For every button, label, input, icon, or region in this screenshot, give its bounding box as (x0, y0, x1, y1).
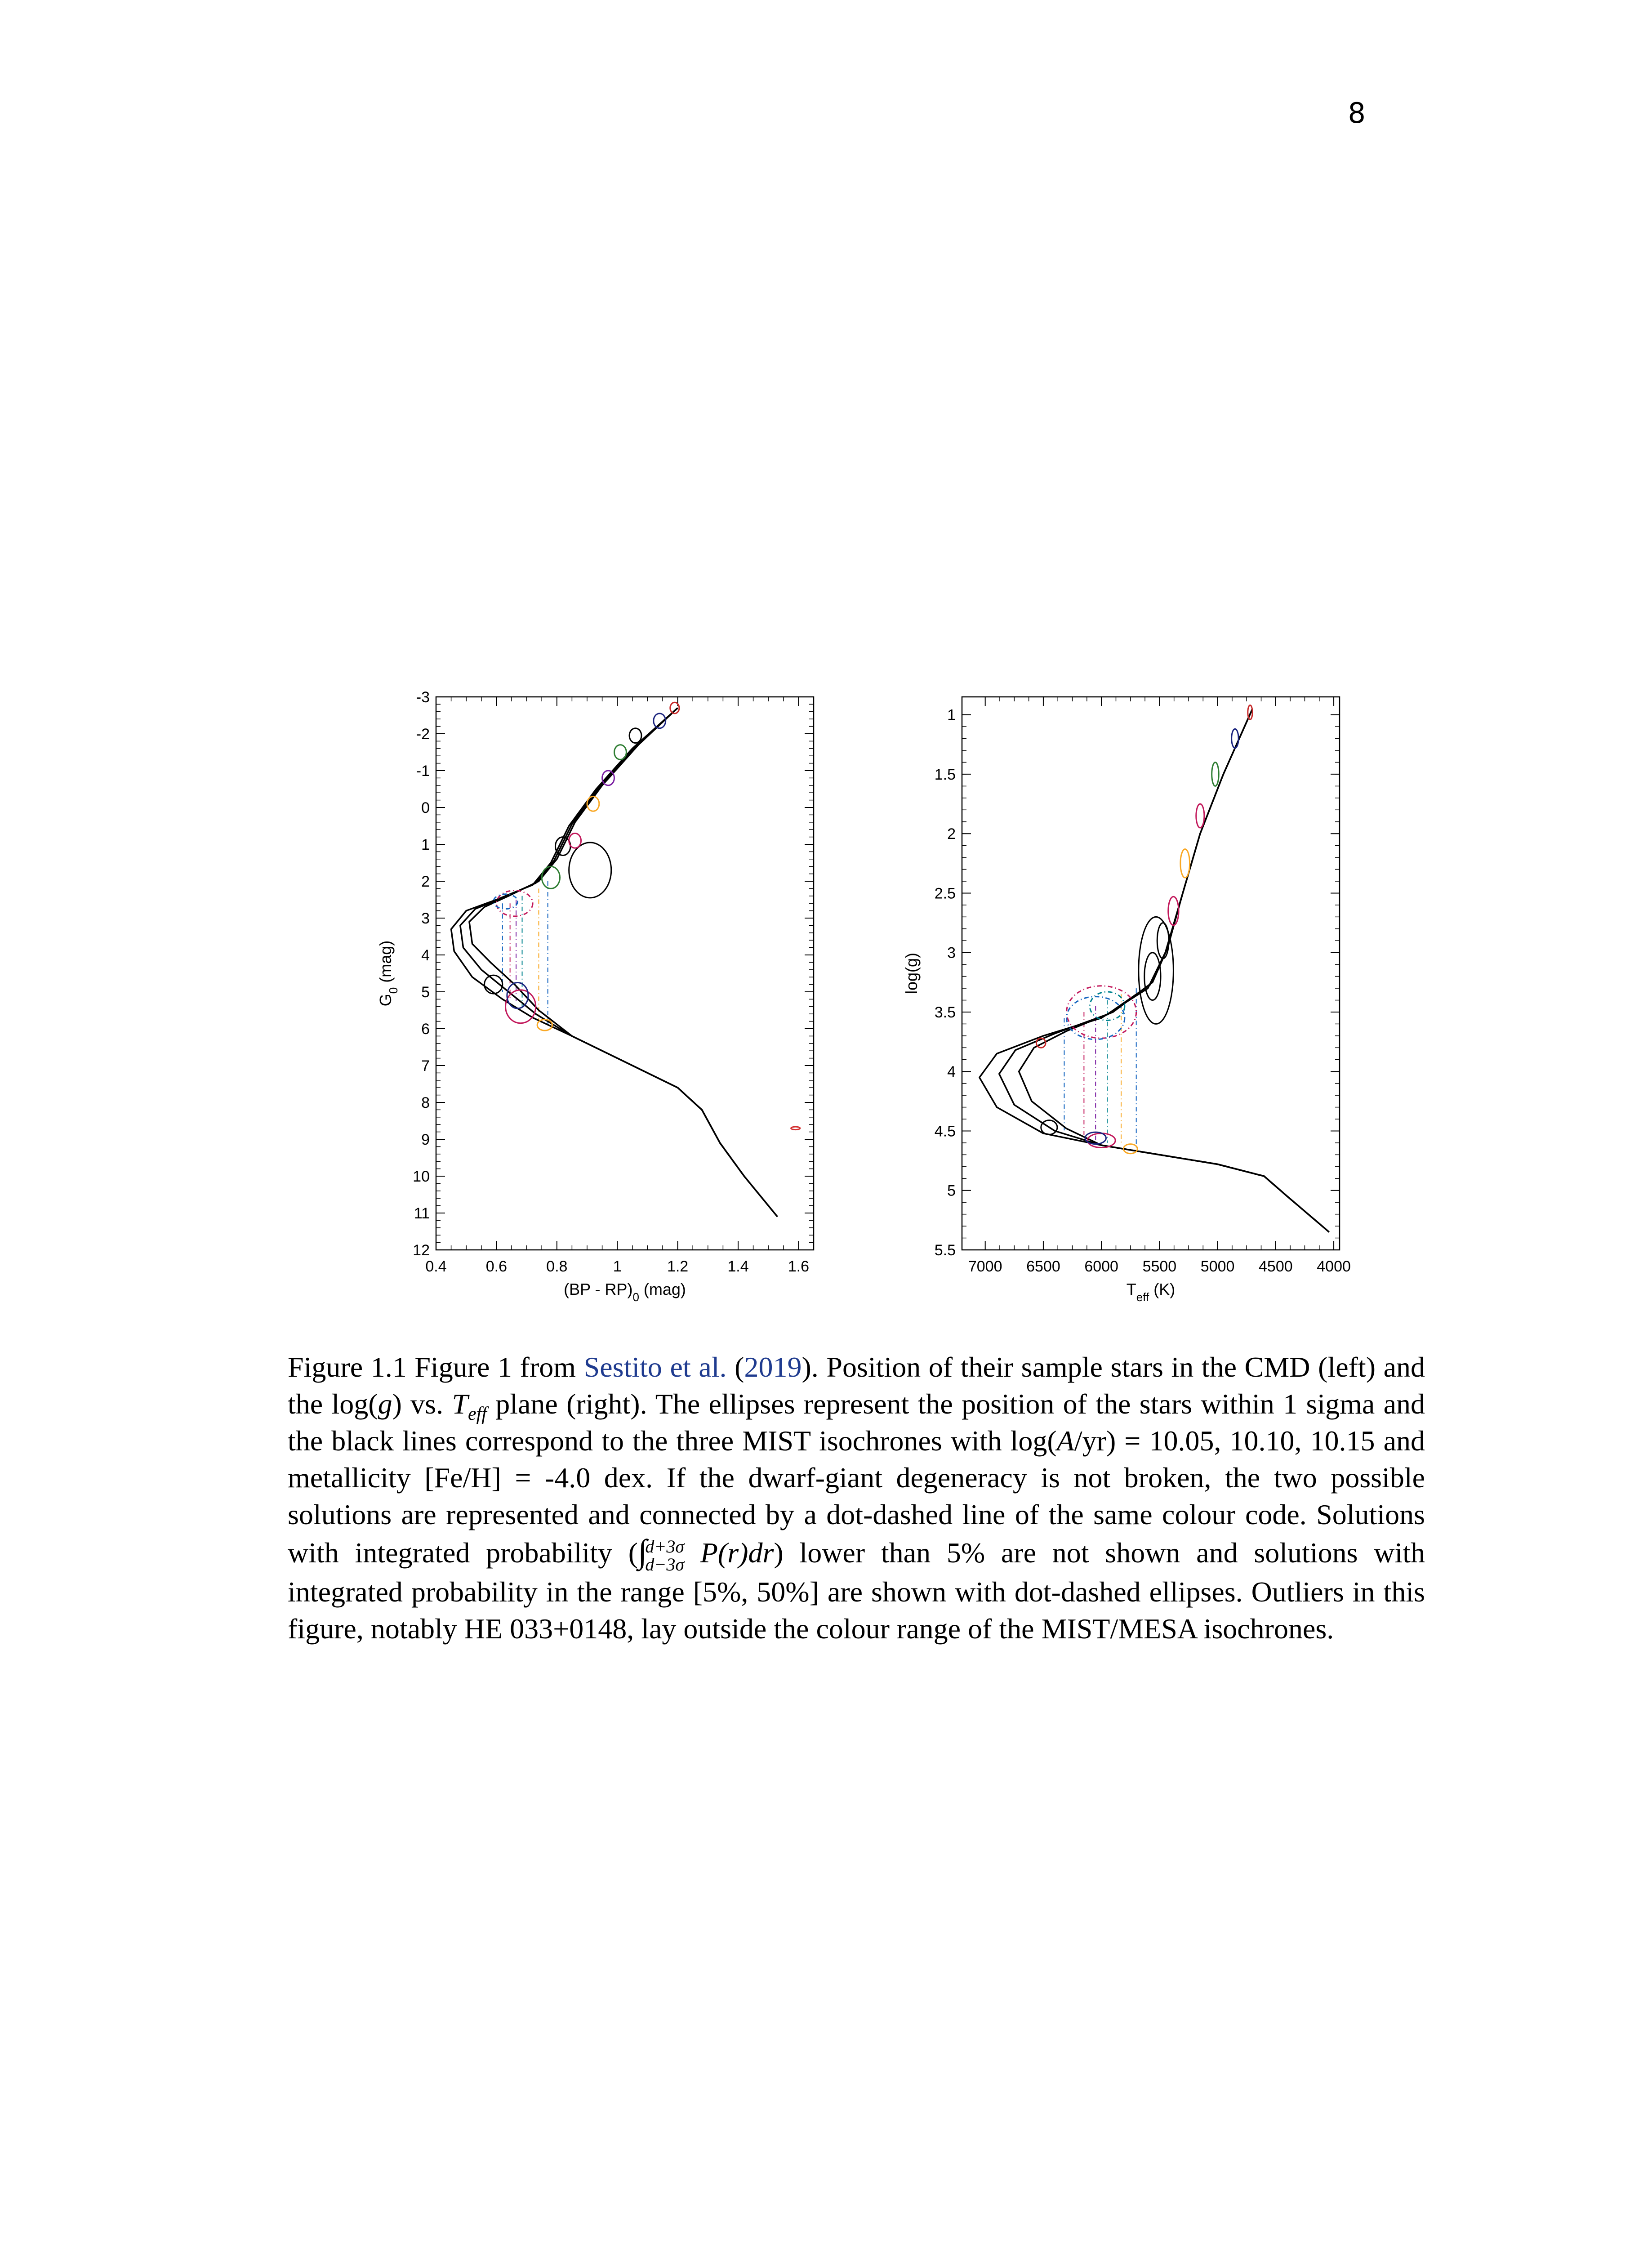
logg-x-tick-label: 5000 (1200, 1258, 1235, 1275)
cmd-x-tick-label: 1 (613, 1258, 622, 1275)
cmd-x-tick-label: 1.2 (667, 1258, 689, 1275)
page-number: 8 (1348, 97, 1366, 129)
cmd-star-ellipse (629, 728, 641, 743)
logg-y-tick-label: 3 (947, 944, 956, 962)
cmd-y-axis-label (376, 941, 400, 1007)
cmd-x-tick-label: 0.8 (546, 1258, 568, 1275)
cmd-y-tick-label: 12 (413, 1242, 430, 1259)
logg-minor-ticks (962, 697, 1340, 1250)
caption-text-1: Position of their sample stars in the CMD (left) and the log( (288, 1351, 1425, 1420)
cmd-star-ellipse (614, 745, 626, 760)
logg-y-tick-label: 3.5 (934, 1004, 956, 1021)
cmd-y-tick-label: 8 (421, 1094, 430, 1111)
math-g: g (378, 1388, 392, 1420)
cmd-x-tick-label: 1.4 (727, 1258, 749, 1275)
logg-y-axis-label-main: log(g) (902, 952, 921, 995)
figure-caption (288, 1349, 1425, 1647)
integral-limits (645, 1538, 684, 1574)
logg-star-ellipse (1144, 953, 1161, 1000)
cmd-y-tick-label: -3 (416, 689, 430, 706)
cmd-x-tick-label: 1.6 (788, 1258, 810, 1275)
logg-y-tick-label: 2 (947, 825, 956, 843)
logg-star-ellipse (1157, 923, 1169, 959)
logg-x-axis-label-sub: eff (1136, 1290, 1149, 1304)
cmd-y-tick-label: 10 (413, 1168, 430, 1185)
cmd-y-tick-label: 3 (421, 910, 430, 927)
math-a: A (1056, 1425, 1074, 1457)
cmd-y-tick-label: -2 (416, 726, 430, 743)
caption-text-5: ) lower than 5% are not shown and solutions with integrated probability in the range [5%, 50%] are shown with dot-dashed ellipses. Outliers in this figure, notably HE 033+0148, lay outside the colour range of the MIST/MESA isochrones. (288, 1537, 1425, 1645)
cmd-y-tick-label: -1 (416, 763, 430, 780)
logg-x-tick-label: 6000 (1084, 1258, 1118, 1275)
cmd-x-tick-label: 0.6 (485, 1258, 508, 1275)
logg-y-axis-label (902, 953, 921, 994)
cmd-y-tick-label: 11 (414, 1205, 430, 1222)
cmd-y-tick-label: 4 (421, 947, 430, 964)
cmd-plot-frame (436, 697, 814, 1250)
cmd-x-axis-label-unit: (mag) (639, 1280, 686, 1298)
cmd-star-ellipse (791, 1127, 800, 1130)
cmd-y-tick-label: 5 (421, 984, 430, 1001)
logg-x-axis-label (1127, 1280, 1175, 1304)
logg-y-tick-label: 4.5 (934, 1123, 956, 1140)
cmd-star-ellipse (542, 866, 560, 888)
logg-plot-frame (962, 697, 1340, 1250)
cmd-y-tick-label: 0 (421, 799, 430, 816)
math-teff-sub: eff (468, 1403, 487, 1424)
integral-lower: d−3σ (645, 1554, 685, 1575)
cmd-isochrone-line (469, 708, 778, 1217)
logg-star-ellipse (1196, 804, 1204, 828)
logg-y-tick-label: 5.5 (934, 1242, 956, 1259)
cmd-star-ellipse (569, 833, 581, 848)
logg-star-ellipse (1067, 986, 1136, 1038)
citation-close: ). (802, 1351, 819, 1383)
logg-y-tick-label: 1.5 (934, 766, 956, 783)
logg-x-tick-label: 4500 (1259, 1258, 1293, 1275)
integral-body: P(r)dr (684, 1537, 774, 1569)
logg-star-ellipse (1232, 729, 1239, 748)
cmd-y-axis-label-unit: (mag) (376, 940, 395, 987)
logg-y-tick-label: 2.5 (934, 885, 956, 902)
math-teff-t: T (452, 1388, 468, 1420)
logg-y-tick-label: 4 (947, 1063, 956, 1081)
logg-isochrone-line (999, 709, 1329, 1232)
citation-author-link[interactable]: Sestito et al. (583, 1351, 727, 1383)
cmd-isochrone-line (460, 708, 778, 1217)
caption-text-3: plane (right). The ellipses represent the position of the stars within 1 sigma and the black lines correspond to the three MIST isochrones with log( (288, 1388, 1425, 1457)
cmd-x-tick-label: 0.4 (425, 1258, 447, 1275)
cmd-y-tick-label: 7 (421, 1057, 430, 1075)
citation-open: ( (726, 1351, 744, 1383)
cmd-x-axis-label (564, 1280, 686, 1304)
logg-x-axis-label-unit: (K) (1149, 1280, 1176, 1298)
logg-y-tick-label: 1 (947, 706, 956, 724)
caption-label: Figure 1.1 (288, 1351, 407, 1383)
cmd-y-tick-label: 2 (421, 873, 430, 890)
caption-pre-cite: Figure 1 from (406, 1351, 584, 1383)
logg-x-axis-label-main: T (1126, 1280, 1136, 1298)
cmd-star-ellipse (506, 990, 536, 1023)
cmd-minor-ticks (436, 697, 814, 1250)
cmd-plot (369, 679, 827, 1353)
citation-year-link[interactable]: 2019 (744, 1351, 802, 1383)
logg-x-tick-label: 7000 (968, 1258, 1002, 1275)
logg-star-ellipse (1212, 762, 1219, 786)
math-teff (452, 1388, 487, 1424)
caption-text-4: /yr) = 10.05, 10.10, 10.15 and metallicity [Fe/H] = -4.0 dex. If the dwarf-giant degeneracy is not broken, the two possible solutions are represented and connected by a dot-dashed line of the same colour code. Solutions with integrated probability ( (288, 1425, 1425, 1569)
cmd-y-axis-label-sub: 0 (387, 987, 400, 994)
logg-y-tick-label: 5 (947, 1182, 956, 1200)
cmd-isochrone-line (451, 708, 778, 1217)
logg-star-ellipse (1180, 849, 1190, 878)
cmd-star-ellipse (496, 891, 533, 916)
logg-x-tick-label: 6500 (1026, 1258, 1060, 1275)
cmd-star-ellipse (569, 843, 611, 898)
logg-teff-plot (895, 679, 1353, 1353)
cmd-y-tick-label: 9 (421, 1131, 430, 1148)
cmd-x-axis-label-sub: 0 (632, 1290, 639, 1304)
cmd-y-tick-label: 6 (421, 1021, 430, 1038)
cmd-y-tick-label: 1 (421, 836, 430, 853)
cmd-y-axis-label-main: G (376, 994, 395, 1007)
integral-sign: ∫ (638, 1533, 647, 1570)
cmd-x-axis-label-main: (BP - RP) (564, 1280, 633, 1298)
caption-text-2: ) vs. (392, 1388, 452, 1420)
logg-x-tick-label: 5500 (1142, 1258, 1177, 1275)
integral-upper: d+3σ (645, 1536, 685, 1557)
logg-x-tick-label: 4000 (1317, 1258, 1351, 1275)
